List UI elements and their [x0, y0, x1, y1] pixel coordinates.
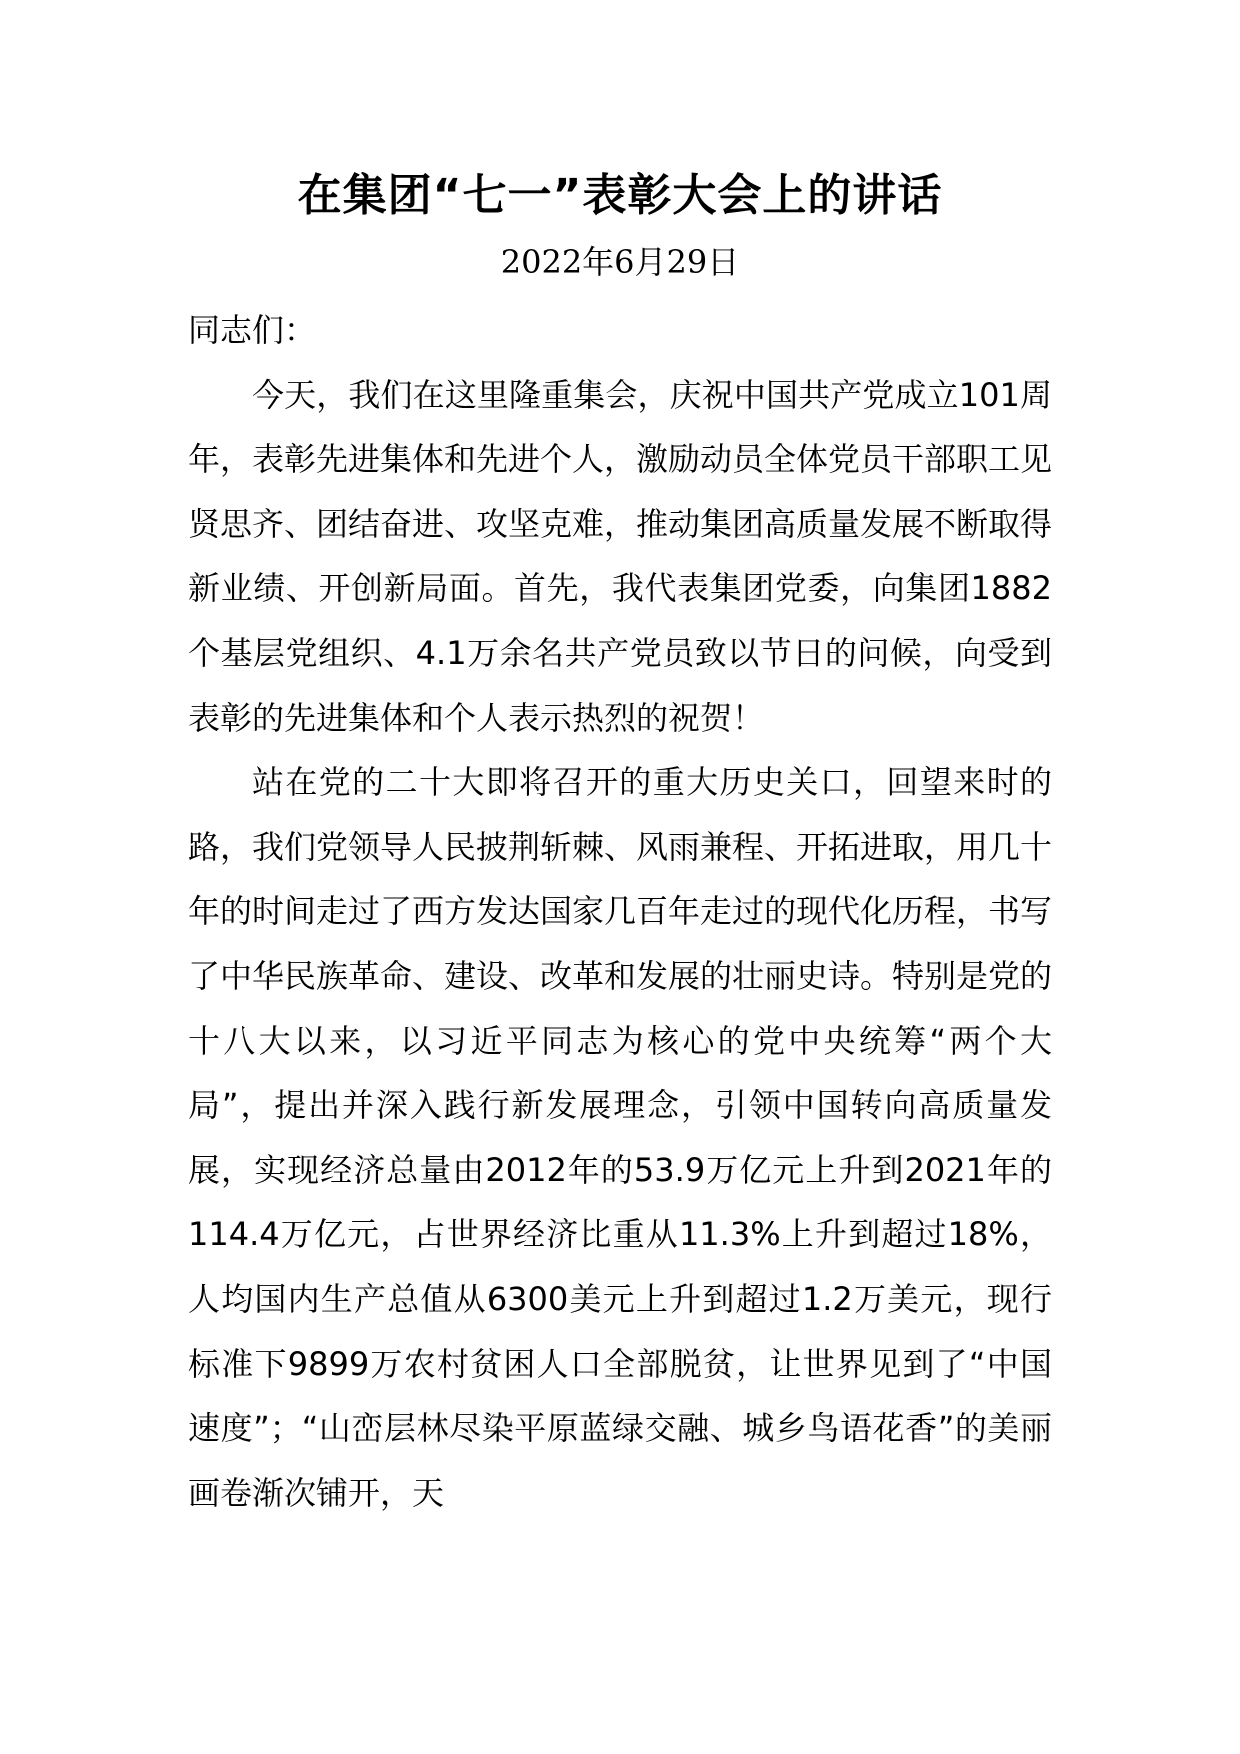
document-date: 2022年6月29日 — [500, 243, 740, 281]
document-body — [188, 298, 1052, 1525]
paragraph-2: 站在党的二十大即将召开的重大历史关口，回望来时的路，我们党领导人民披荆斩棘、风雨兼程、开拓进取，用几十年的时间走过了西方发达国家几百年走过的现代化历程，书写了中华民族革命、建设、改革和发展的壮丽史诗。特别是党的十八大以来，以习近平同志为核心的党中央统筹“两个大局”，提出并深入践行新发展理念，引领中国转向高质量发展，实现经济总量由2012年的53.9万亿元上升到2021年的114.4万亿元，占世界经济比重从11.3%上升到超过18%，人均国内生产总值从6300美元上升到超过1.2万美元，现行标准下9899万农村贫困人口全部脱贫，让世界见到了“中国速度”；“山峦层林尽染平原蓝绿交融、城乡鸟语花香”的美丽画卷渐次铺开，天 — [188, 763, 1053, 1512]
salutation: 同志们： — [188, 311, 317, 349]
paragraph-1: 今天，我们在这里隆重集会，庆祝中国共产党成立101周年，表彰先进集体和先进个人，激励动员全体党员干部职工见贤思齐、团结奋进、攻坚克难，推动集团高质量发展不断取得新业绩、开创新局面。首先，我代表集团党委，向集团1882个基层党组织、4.1万余名共产党员致以节日的问候，向受到表彰的先进集体和个人表示热烈的祝贺！ — [188, 375, 1053, 737]
document-title: 在集团“七一”表彰大会上的讲话 — [297, 170, 943, 221]
